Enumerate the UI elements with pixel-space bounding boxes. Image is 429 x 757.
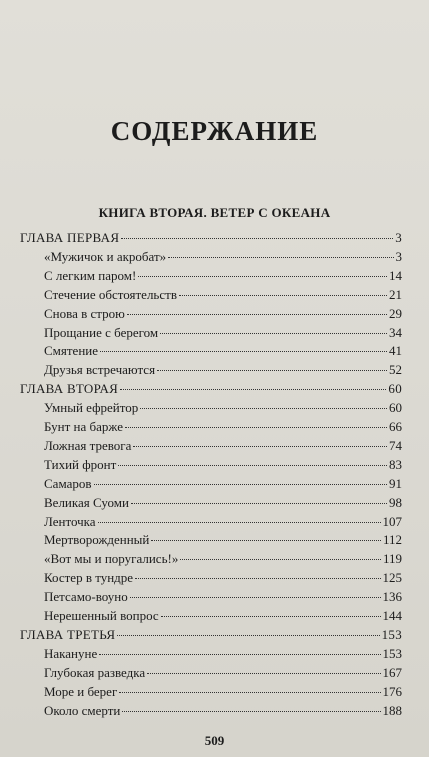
dot-leader bbox=[117, 635, 379, 636]
toc-entry-page: 52 bbox=[389, 362, 402, 378]
dot-leader bbox=[135, 578, 380, 579]
toc-entry-page: 176 bbox=[382, 683, 402, 699]
toc-entry-title: Великая Суоми bbox=[44, 494, 129, 510]
toc-entry-page: 112 bbox=[382, 532, 402, 548]
toc-entry-page: 125 bbox=[382, 570, 402, 586]
toc-entry-page: 3 bbox=[395, 230, 402, 245]
toc-entry bbox=[44, 419, 402, 435]
dot-leader bbox=[160, 333, 387, 334]
toc-entry-page: 144 bbox=[382, 608, 402, 623]
toc-entry-page: 107 bbox=[382, 513, 402, 529]
toc-entry-page: 14 bbox=[389, 267, 402, 283]
dot-leader bbox=[161, 616, 381, 617]
toc-entry-title: Море и берег bbox=[44, 683, 118, 699]
toc-entry bbox=[44, 362, 402, 378]
toc-entry-page: 34 bbox=[389, 324, 402, 340]
toc-entry bbox=[44, 343, 402, 359]
dot-leader bbox=[98, 522, 381, 523]
toc-entry-title: Нерешенный вопрос bbox=[44, 608, 159, 623]
toc-entry-title: С легким паром! bbox=[44, 267, 137, 283]
toc-chapter-entry bbox=[20, 627, 402, 643]
dot-leader bbox=[127, 314, 387, 315]
dot-leader bbox=[99, 654, 380, 655]
dot-leader bbox=[138, 276, 387, 277]
toc-entry bbox=[44, 287, 402, 303]
dot-leader bbox=[94, 484, 388, 485]
toc-entry-title: Снова в строю bbox=[44, 305, 125, 321]
toc-entry bbox=[44, 495, 402, 511]
dot-leader bbox=[100, 351, 387, 352]
toc-entry-title: ГЛАВА ВТОРАЯ bbox=[20, 381, 119, 397]
toc-entry-page: 21 bbox=[389, 286, 402, 302]
dot-leader bbox=[122, 711, 380, 712]
toc-entry bbox=[44, 703, 402, 719]
page-title: СОДЕРЖАНИЕ bbox=[110, 116, 319, 146]
toc-entry-title: Ложная тревога bbox=[44, 437, 132, 453]
toc-entry-title: ГЛАВА ТРЕТЬЯ bbox=[20, 626, 116, 642]
toc-entry-page: 74 bbox=[389, 437, 402, 453]
toc-entry bbox=[44, 268, 402, 284]
dot-leader bbox=[120, 389, 386, 390]
toc-entry-title: Ленточка bbox=[44, 513, 96, 529]
toc-entry bbox=[44, 551, 402, 567]
dot-leader bbox=[133, 446, 387, 447]
toc-entry-title: «Мужичок и акробат» bbox=[44, 248, 167, 264]
dot-leader bbox=[151, 540, 381, 541]
toc-chapter-entry bbox=[20, 230, 402, 246]
dot-leader bbox=[168, 257, 393, 258]
toc-entry bbox=[44, 665, 402, 681]
toc-entry-title: Стечение обстоятельств bbox=[44, 286, 177, 302]
toc-entry-page: 167 bbox=[382, 664, 402, 680]
toc-entry bbox=[44, 438, 402, 454]
toc-entry-page: 153 bbox=[382, 645, 402, 661]
toc-entry-page: 60 bbox=[388, 381, 402, 397]
toc-entry-page: 60 bbox=[389, 400, 402, 416]
page-number: 509 bbox=[204, 733, 225, 748]
toc-entry bbox=[44, 457, 402, 473]
toc-entry-title: Мертворожденный bbox=[44, 532, 150, 548]
toc-entry-title: Глубокая разведка bbox=[44, 664, 146, 680]
toc-entry-title: Бунт на барже bbox=[44, 419, 123, 434]
toc-entry-page: 66 bbox=[389, 419, 402, 434]
toc-entry-page: 83 bbox=[389, 456, 402, 472]
toc-entry-page: 91 bbox=[389, 475, 402, 491]
dot-leader bbox=[131, 503, 387, 504]
book-heading: КНИГА ВТОРАЯ. ВЕТЕР С ОКЕАНА bbox=[98, 205, 331, 220]
toc-entry bbox=[44, 476, 402, 492]
toc-entry-title: Друзья встречаются bbox=[44, 362, 156, 378]
toc-entry-page: 188 bbox=[382, 702, 402, 718]
dot-leader bbox=[179, 295, 387, 296]
toc-entry-page: 119 bbox=[382, 551, 402, 567]
toc-entry-page: 153 bbox=[381, 626, 402, 642]
toc-entry bbox=[44, 306, 402, 322]
toc-chapter-entry bbox=[20, 381, 402, 397]
toc-entry-title: Костер в тундре bbox=[44, 570, 134, 586]
dot-leader bbox=[180, 559, 381, 560]
dot-leader bbox=[119, 692, 380, 693]
toc-entry-title: Смятение bbox=[44, 343, 99, 359]
toc-entry bbox=[44, 400, 402, 416]
dot-leader bbox=[121, 238, 393, 239]
toc-entry bbox=[44, 514, 402, 530]
toc-entry bbox=[44, 249, 402, 265]
toc-entry-title: Тихий фронт bbox=[44, 456, 117, 472]
toc-entry-title: Петсамо-воуно bbox=[44, 589, 128, 605]
dot-leader bbox=[130, 597, 381, 598]
toc-entry bbox=[44, 684, 402, 700]
toc-entry-title: Самаров bbox=[44, 475, 92, 491]
toc-entry-page: 136 bbox=[382, 589, 402, 605]
dot-leader bbox=[147, 673, 380, 674]
toc-entry-title: Накануне bbox=[44, 645, 98, 661]
toc-entry bbox=[44, 646, 402, 662]
toc-entry bbox=[44, 532, 402, 548]
dot-leader bbox=[125, 427, 387, 428]
dot-leader bbox=[157, 370, 387, 371]
toc-entry-page: 41 bbox=[389, 343, 402, 359]
dot-leader bbox=[140, 408, 387, 409]
dot-leader bbox=[118, 465, 387, 466]
toc-entry bbox=[44, 570, 402, 586]
toc-entry bbox=[44, 589, 402, 605]
toc-entry-page: 3 bbox=[395, 248, 402, 264]
toc-entry bbox=[44, 325, 402, 341]
toc-entry-title: Прощание с берегом bbox=[44, 324, 159, 340]
toc-entry-title: Умный ефрейтор bbox=[44, 400, 139, 416]
toc-entry-title: ГЛАВА ПЕРВАЯ bbox=[20, 230, 120, 245]
toc-entry-page: 98 bbox=[389, 494, 402, 510]
toc-entry bbox=[44, 608, 402, 624]
toc-entry-title: Около смерти bbox=[44, 702, 121, 718]
toc-entry-title: «Вот мы и поругались!» bbox=[44, 551, 179, 567]
toc-entry-page: 29 bbox=[389, 305, 402, 321]
